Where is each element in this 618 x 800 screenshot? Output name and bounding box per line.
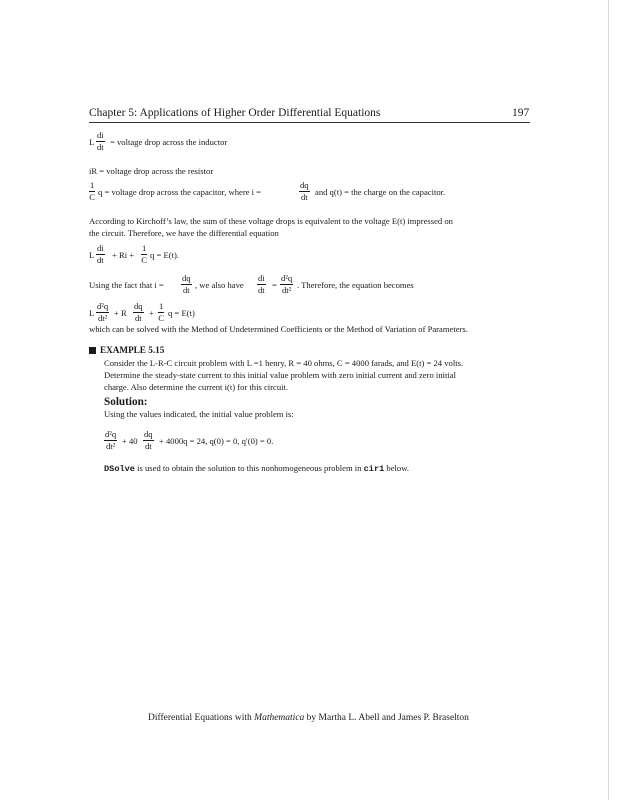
resistor-line: iR = voltage drop across the resistor	[89, 166, 214, 176]
fraction-numerator: di	[97, 243, 104, 253]
which-line: which can be solved with the Method of Undetermined Coefficients or the Method of Variation of Parameters.	[89, 324, 468, 334]
fraction-denominator: dt	[300, 191, 308, 202]
example-line-1: Consider the L-R-C circuit problem with L =1 henry, R = 40 ohms, C = 4000 farads, and E(t) = 24 volts.	[104, 358, 464, 368]
fraction-numerator: 1	[159, 301, 164, 311]
fraction-denominator: dt	[258, 284, 265, 295]
fraction-numerator: 1	[90, 180, 95, 190]
ivp-plus-40: + 40	[122, 436, 138, 446]
capacitor-fraction	[89, 181, 95, 201]
header-rule	[89, 122, 530, 123]
using-equals: =	[272, 280, 277, 290]
fraction-denominator: dt	[97, 254, 104, 265]
ivp-fraction-2	[143, 430, 154, 450]
fraction-denominator: C	[141, 254, 148, 265]
kirchoff-line-1: According to Kirchoff’s law, the sum of these voltage drops is equivalent to the voltage E(t) impressed on	[89, 216, 453, 226]
eq1-middle: + Ri +	[112, 250, 135, 260]
fraction-numerator: 1	[142, 243, 147, 253]
example-square-icon	[89, 347, 96, 354]
fraction-denominator: dt²	[105, 440, 116, 451]
eq1-fraction-1	[96, 244, 105, 264]
dsolve-variable: cir1	[363, 464, 385, 474]
eq2-fraction-2	[133, 302, 144, 322]
using-text-2: , we also have	[195, 280, 244, 290]
page-edge-line	[608, 0, 609, 800]
inductor-fraction	[96, 131, 105, 151]
eq2-plus-r: + R	[114, 308, 127, 318]
eq1-lead: L	[89, 250, 95, 260]
chapter-title: Chapter 5: Applications of Higher Order Differential Equations	[89, 107, 381, 119]
fraction-numerator: dq	[134, 301, 143, 311]
footer-italic: Mathematica	[254, 713, 305, 723]
fraction-numerator: dq	[182, 273, 191, 283]
solution-intro: Using the values indicated, the initial value problem is:	[104, 409, 294, 419]
dsolve-text-1: is used to obtain the solution to this nonhomogeneous problem in	[134, 463, 364, 473]
solution-title: Solution:	[104, 396, 148, 408]
current-fraction	[299, 181, 310, 201]
eq2-fraction-3	[158, 302, 164, 322]
using-fraction-2	[257, 274, 266, 294]
capacitor-text: q = voltage drop across the capacitor, where i =	[98, 187, 262, 197]
eq2-tail: q = E(t)	[168, 308, 195, 318]
fraction-numerator: di	[258, 273, 265, 283]
ivp-tail: + 4000q = 24, q(0) = 0, q′(0) = 0.	[159, 436, 274, 446]
footer-pre: Differential Equations with	[148, 713, 255, 723]
using-fraction-3	[280, 274, 293, 294]
footer	[148, 713, 469, 723]
example-line-2: Determine the steady-state current to this initial value problem with zero initial current and zero initial	[104, 370, 456, 380]
fraction-numerator: d²q	[97, 301, 109, 311]
eq2-fraction-1	[96, 302, 109, 322]
example-line-3: charge. Also determine the current i(t) for this circuit.	[104, 382, 289, 392]
fraction-numerator: dq	[144, 429, 153, 439]
fraction-denominator: dt²	[97, 312, 108, 323]
fraction-denominator: C	[89, 191, 96, 202]
page-number: 197	[512, 107, 530, 119]
fraction-denominator: dt	[97, 141, 104, 152]
dsolve-line	[104, 464, 409, 474]
eq1-tail: q = E(t).	[150, 250, 179, 260]
dsolve-text-2: below.	[384, 463, 410, 473]
fraction-denominator: dt	[144, 440, 152, 451]
example-title: EXAMPLE 5.15	[100, 345, 165, 355]
fraction-numerator: di	[97, 130, 104, 140]
capacitor-text-tail: and q(t) = the charge on the capacitor.	[315, 187, 446, 197]
fraction-numerator: dq	[300, 180, 309, 190]
using-text-3: . Therefore, the equation becomes	[297, 280, 414, 290]
inductor-lead: L	[89, 137, 95, 147]
fraction-numerator: d²q	[281, 273, 293, 283]
fraction-denominator: C	[158, 312, 165, 323]
eq2-lead: L	[89, 308, 95, 318]
fraction-denominator: dt²	[281, 284, 292, 295]
eq1-fraction-2	[141, 244, 147, 264]
kirchoff-line-2: the circuit. Therefore, we have the differential equation	[89, 228, 279, 238]
using-text-1: Using the fact that i =	[89, 280, 164, 290]
fraction-denominator: dt	[182, 284, 190, 295]
eq2-plus: +	[149, 308, 154, 318]
fraction-numerator: d²q	[105, 429, 117, 439]
using-fraction-1	[181, 274, 192, 294]
fraction-denominator: dt	[134, 312, 142, 323]
dsolve-command: DSolve	[104, 464, 135, 474]
inductor-text: = voltage drop across the inductor	[110, 137, 228, 147]
ivp-fraction-1	[104, 430, 117, 450]
footer-post: by Martha L. Abell and James P. Braselton	[304, 713, 469, 723]
